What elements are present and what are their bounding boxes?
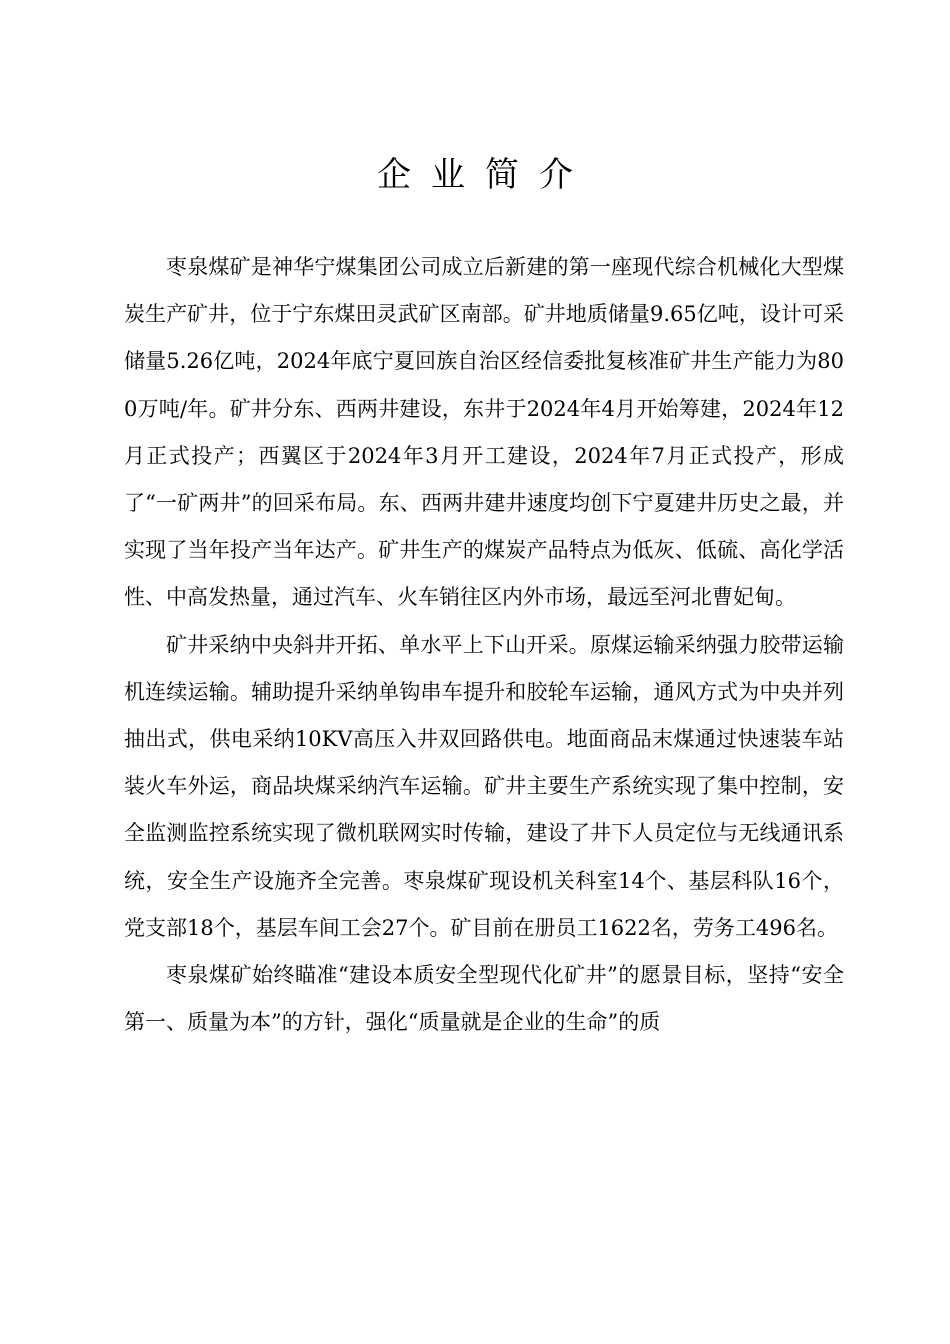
paragraph-3: 枣泉煤矿始终瞄准“建设本质安全型现代化矿井”的愿景目标，坚持“安全第一、质量为本”的方针，强化“质量就是企业的生命”的质 — [124, 963, 844, 1035]
document-body — [124, 244, 844, 1046]
paragraph-2: 矿井采纳中央斜井开拓、单水平上下山开采。原煤运输采纳强力胶带运输机连续运输。辅助提升采纳单钩串车提升和胶轮车运输，通风方式为中央并列抽出式，供电采纳10KV高压入井双回路供电。地面商品末煤通过快速装车站装火车外运，商品块煤采纳汽车运输。矿井主要生产系统实现了集中控制，安全监测监控系统实现了微机联网实时传输，建设了井下人员定位与无线通讯系统，安全生产设施齐全完善。枣泉煤矿现设机关科室14个、基层科队16个，党支部18个，基层车间工会27个。矿目前在册员工1622名，劳务工496名。 — [124, 632, 844, 940]
page-title: 企业简介 — [377, 154, 593, 195]
paragraph-1: 枣泉煤矿是神华宁煤集团公司成立后新建的第一座现代综合机械化大型煤炭生产矿井，位于宁东煤田灵武矿区南部。矿井地质储量9.65亿吨，设计可采储量5.26亿吨，2024年底宁夏回族自治区经信委批复核准矿井生产能力为800万吨/年。矿井分东、西两井建设，东井于2024年4月开始筹建，2024年12月正式投产；西翼区于2024年3月开工建设，2024年7月正式投产，形成了“一矿两井”的回采布局。东、西两井建井速度均创下宁夏建井历史之最，并实现了当年投产当年达产。矿井生产的煤炭产品特点为低灰、低硫、高化学活性、中高发热量，通过汽车、火车销往区内外市场，最远至河北曹妃甸。 — [124, 255, 844, 610]
